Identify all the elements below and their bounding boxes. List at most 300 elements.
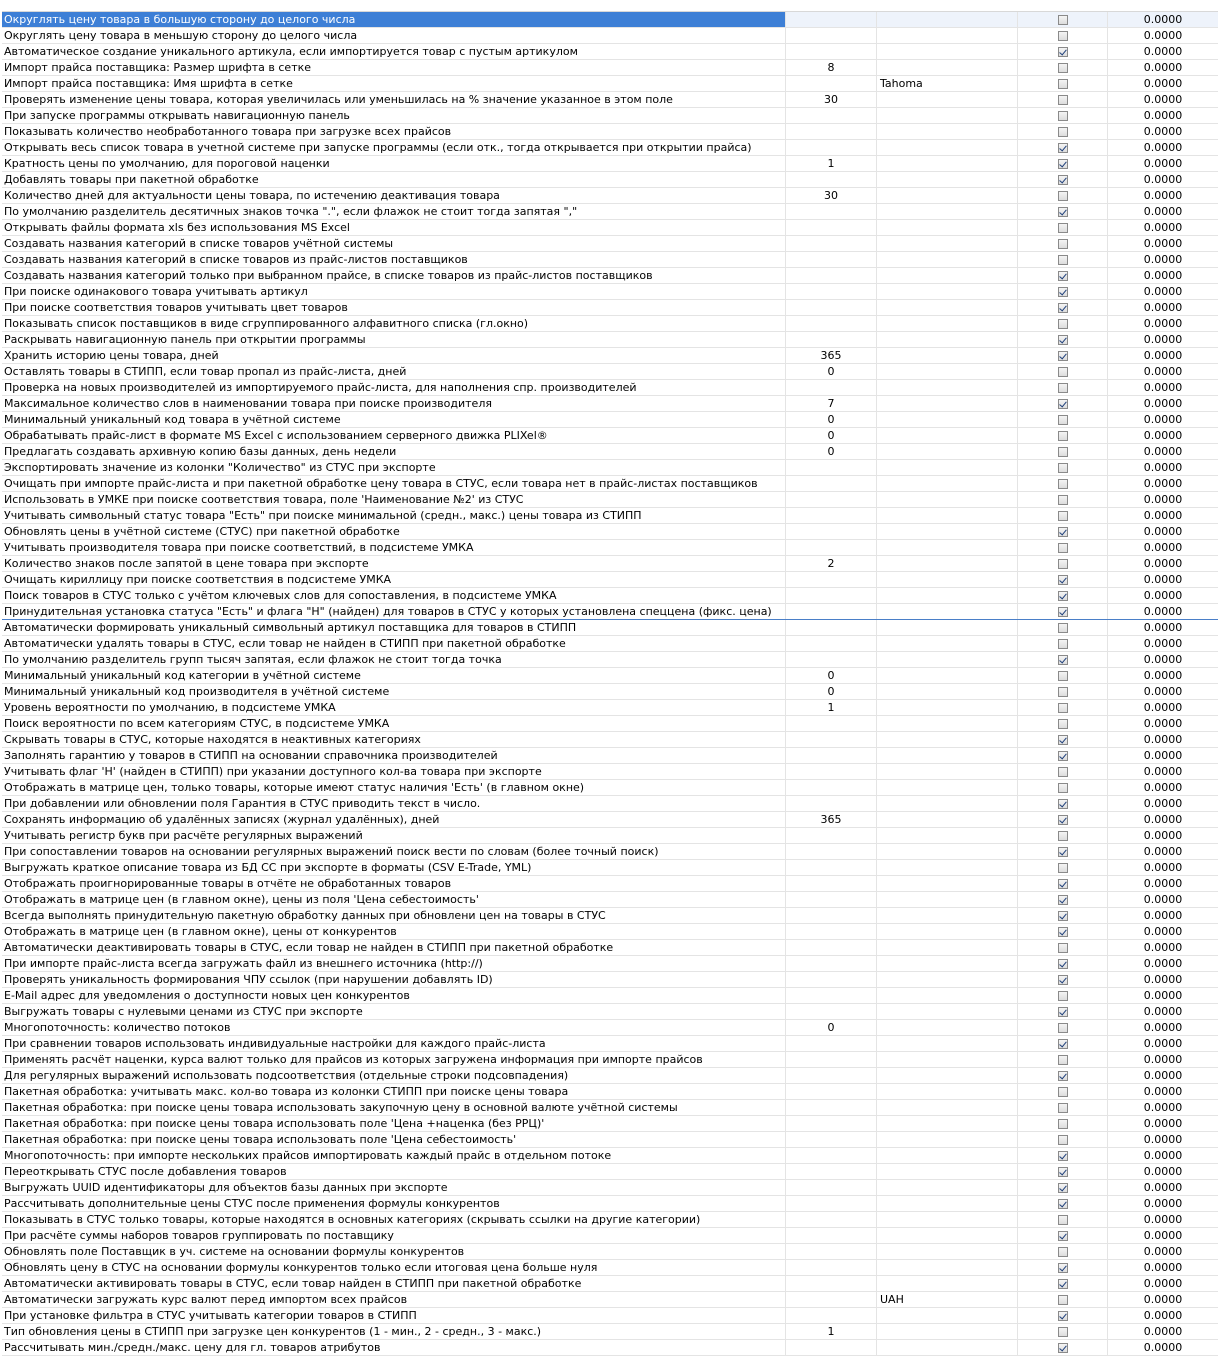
setting-name[interactable]: Отображать в матрице цен (в главном окне), цены от конкурентов [2,924,786,939]
settings-row[interactable] [2,652,1218,668]
setting-value[interactable] [786,844,877,859]
settings-row[interactable] [2,92,1218,108]
setting-checkbox[interactable] [1058,1311,1068,1321]
setting-value[interactable] [786,1100,877,1115]
setting-flag-cell[interactable] [1018,1052,1108,1067]
setting-text-value[interactable] [877,572,1018,587]
setting-checkbox[interactable] [1058,1119,1068,1129]
setting-flag-cell[interactable] [1018,44,1108,59]
setting-flag-cell[interactable] [1018,652,1108,667]
setting-name[interactable]: Показывать количество необработанного товара при загрузке всех прайсов [2,124,786,139]
setting-checkbox[interactable] [1058,607,1068,617]
setting-name[interactable]: Создавать названия категорий в списке товаров из прайс-листов поставщиков [2,252,786,267]
setting-text-value[interactable] [877,876,1018,891]
setting-value[interactable]: 30 [786,92,877,107]
settings-row[interactable] [2,1180,1218,1196]
settings-row[interactable] [2,988,1218,1004]
setting-text-value[interactable] [877,412,1018,427]
setting-name[interactable]: При добавлении или обновлении поля Гарантия в СТУС приводить текст в число. [2,796,786,811]
setting-value[interactable] [786,380,877,395]
setting-checkbox[interactable] [1058,463,1068,473]
setting-checkbox[interactable] [1058,207,1068,217]
setting-name[interactable]: Учитывать флаг 'Н' (найден в СТИПП) при указании доступного кол-ва товара при экспорте [2,764,786,779]
setting-flag-cell[interactable] [1018,556,1108,571]
setting-flag-cell[interactable] [1018,492,1108,507]
setting-number[interactable]: 0.0000 [1143,701,1183,714]
setting-text-value[interactable] [877,556,1018,571]
setting-name[interactable]: Учитывать производителя товара при поиске соответствий, в подсистеме УМКА [2,540,786,555]
setting-value[interactable] [786,780,877,795]
setting-checkbox[interactable] [1058,351,1068,361]
setting-number[interactable]: 0.0000 [1143,77,1183,90]
setting-value[interactable]: 0 [786,412,877,427]
setting-value[interactable] [786,1052,877,1067]
setting-text-value[interactable] [877,348,1018,363]
setting-name[interactable]: Экспортировать значение из колонки "Количество" из СТУС при экспорте [2,460,786,475]
setting-name[interactable]: Для регулярных выражений использовать подсоответствия (отдельные строки подсовпадения) [2,1068,786,1083]
setting-name[interactable]: Добавлять товары при пакетной обработке [2,172,786,187]
setting-number[interactable]: 0.0000 [1143,1277,1183,1290]
setting-checkbox[interactable] [1058,847,1068,857]
setting-text-value[interactable] [877,1324,1018,1339]
setting-checkbox[interactable] [1058,911,1068,921]
settings-row[interactable] [2,764,1218,780]
setting-checkbox[interactable] [1058,143,1068,153]
setting-value[interactable] [786,620,877,635]
setting-checkbox[interactable] [1058,655,1068,665]
settings-row[interactable] [2,1340,1218,1356]
settings-row[interactable] [2,492,1218,508]
setting-text-value[interactable] [877,700,1018,715]
setting-flag-cell[interactable] [1018,284,1108,299]
setting-name[interactable]: Создавать названия категорий только при выбранном прайсе, в списке товаров из прайс-листов поставщиков [2,268,786,283]
setting-value[interactable] [786,924,877,939]
setting-number[interactable]: 0.0000 [1143,189,1183,202]
settings-row[interactable] [2,1148,1218,1164]
setting-name[interactable]: Обрабатывать прайс-лист в формате MS Excel с использованием серверного движка PLIXel® [2,428,786,443]
setting-name[interactable]: Открывать файлы формата xls без использования MS Excel [2,220,786,235]
settings-row[interactable] [2,124,1218,140]
setting-value[interactable]: 0 [786,444,877,459]
setting-flag-cell[interactable] [1018,940,1108,955]
setting-text-value[interactable] [877,540,1018,555]
setting-checkbox[interactable] [1058,671,1068,681]
setting-number[interactable]: 0.0000 [1143,1245,1183,1258]
setting-value[interactable]: 0 [786,684,877,699]
setting-flag-cell[interactable] [1018,716,1108,731]
setting-flag-cell[interactable] [1018,1292,1108,1307]
setting-flag-cell[interactable] [1018,156,1108,171]
setting-number[interactable]: 0.0000 [1143,253,1183,266]
setting-text-value[interactable] [877,1212,1018,1227]
setting-flag-cell[interactable] [1018,1260,1108,1275]
setting-text-value[interactable] [877,476,1018,491]
settings-row[interactable] [2,12,1218,28]
setting-text-value[interactable] [877,92,1018,107]
setting-flag-cell[interactable] [1018,1324,1108,1339]
setting-value[interactable] [786,716,877,731]
setting-text-value[interactable] [877,1084,1018,1099]
setting-flag-cell[interactable] [1018,1196,1108,1211]
setting-text-value[interactable] [877,588,1018,603]
setting-number[interactable]: 0.0000 [1143,221,1183,234]
setting-name[interactable]: По умолчанию разделитель десятичных знаков точка ".", если флажок не стоит тогда запятая "," [2,204,786,219]
setting-number[interactable]: 0.0000 [1143,509,1183,522]
setting-number[interactable]: 0.0000 [1143,317,1183,330]
setting-value[interactable]: 0 [786,364,877,379]
setting-checkbox[interactable] [1058,415,1068,425]
settings-row[interactable] [2,1292,1218,1308]
setting-flag-cell[interactable] [1018,1308,1108,1323]
setting-name[interactable]: Поиск вероятности по всем категориям СТУС, в подсистеме УМКА [2,716,786,731]
settings-row[interactable] [2,332,1218,348]
setting-checkbox[interactable] [1058,31,1068,41]
settings-row[interactable] [2,188,1218,204]
setting-name[interactable]: Автоматическое создание уникального артикула, если импортируется товар с пустым артикулом [2,44,786,59]
setting-value[interactable]: 365 [786,348,877,363]
setting-checkbox[interactable] [1058,95,1068,105]
setting-value[interactable] [786,1132,877,1147]
setting-flag-cell[interactable] [1018,396,1108,411]
setting-checkbox[interactable] [1058,591,1068,601]
setting-flag-cell[interactable] [1018,444,1108,459]
setting-value[interactable] [786,828,877,843]
setting-number[interactable]: 0.0000 [1143,1037,1183,1050]
setting-value[interactable] [786,652,877,667]
setting-number[interactable]: 0.0000 [1143,957,1183,970]
setting-value[interactable] [786,76,877,91]
setting-text-value[interactable] [877,844,1018,859]
setting-value[interactable] [786,1260,877,1275]
setting-name[interactable]: Округлять цену товара в меньшую сторону до целого числа [2,28,786,43]
settings-row[interactable] [2,204,1218,220]
setting-name[interactable]: Автоматически удалять товары в СТУС, если товар не найден в СТИПП при пакетной обработке [2,636,786,651]
setting-name[interactable]: Импорт прайса поставщика: Имя шрифта в сетке [2,76,786,91]
setting-name[interactable]: Поиск товаров в СТУС только с учётом ключевых слов для сопоставления, в подсистеме УМКА [2,588,786,603]
setting-text-value[interactable]: Tahoma [877,76,1018,91]
setting-value[interactable] [786,764,877,779]
setting-text-value[interactable] [877,1036,1018,1051]
setting-text-value[interactable] [877,732,1018,747]
settings-row[interactable] [2,956,1218,972]
setting-checkbox[interactable] [1058,1071,1068,1081]
setting-name[interactable]: Многопоточность: количество потоков [2,1020,786,1035]
setting-flag-cell[interactable] [1018,1116,1108,1131]
setting-number[interactable]: 0.0000 [1143,477,1183,490]
setting-checkbox[interactable] [1058,175,1068,185]
setting-checkbox[interactable] [1058,863,1068,873]
setting-number[interactable]: 0.0000 [1143,941,1183,954]
setting-checkbox[interactable] [1058,943,1068,953]
setting-number[interactable]: 0.0000 [1143,413,1183,426]
setting-number[interactable]: 0.0000 [1143,45,1183,58]
setting-value[interactable]: 1 [786,1324,877,1339]
setting-flag-cell[interactable] [1018,428,1108,443]
setting-value[interactable] [786,1004,877,1019]
setting-name[interactable]: При сопоставлении товаров на основании регулярных выражений поиск вести по словам (более точный поиск) [2,844,786,859]
setting-number[interactable]: 0.0000 [1143,797,1183,810]
setting-value[interactable] [786,588,877,603]
setting-checkbox[interactable] [1058,15,1068,25]
settings-row[interactable] [2,908,1218,924]
setting-name[interactable]: Автоматически деактивировать товары в СТУС, если товар не найден в СТИПП при пакетной обработке [2,940,786,955]
setting-name[interactable]: Проверка на новых производителей из импортируемого прайс-листа, для наполнения спр. производителей [2,380,786,395]
setting-value[interactable] [786,1068,877,1083]
setting-name[interactable]: Переоткрывать СТУС после добавления товаров [2,1164,786,1179]
setting-number[interactable]: 0.0000 [1143,61,1183,74]
setting-value[interactable] [786,1196,877,1211]
setting-value[interactable]: 1 [786,156,877,171]
setting-checkbox[interactable] [1058,47,1068,57]
setting-value[interactable] [786,892,877,907]
setting-flag-cell[interactable] [1018,236,1108,251]
settings-row[interactable] [2,508,1218,524]
setting-checkbox[interactable] [1058,879,1068,889]
setting-number[interactable]: 0.0000 [1143,845,1183,858]
settings-row[interactable] [2,572,1218,588]
setting-checkbox[interactable] [1058,1055,1068,1065]
setting-flag-cell[interactable] [1018,796,1108,811]
settings-row[interactable] [2,428,1218,444]
setting-checkbox[interactable] [1058,479,1068,489]
setting-flag-cell[interactable] [1018,316,1108,331]
setting-flag-cell[interactable] [1018,524,1108,539]
setting-value[interactable] [786,732,877,747]
setting-checkbox[interactable] [1058,543,1068,553]
setting-number[interactable]: 0.0000 [1143,1293,1183,1306]
setting-flag-cell[interactable] [1018,140,1108,155]
setting-number[interactable]: 0.0000 [1143,333,1183,346]
setting-value[interactable] [786,476,877,491]
setting-number[interactable]: 0.0000 [1143,1133,1183,1146]
setting-number[interactable]: 0.0000 [1143,205,1183,218]
setting-checkbox[interactable] [1058,127,1068,137]
settings-row[interactable] [2,60,1218,76]
setting-text-value[interactable] [877,940,1018,955]
setting-number[interactable]: 0.0000 [1143,765,1183,778]
setting-checkbox[interactable] [1058,1023,1068,1033]
setting-number[interactable]: 0.0000 [1143,893,1183,906]
setting-name[interactable]: При установке фильтра в СТУС учитывать категории товаров в СТИПП [2,1308,786,1323]
settings-row[interactable] [2,1308,1218,1324]
setting-flag-cell[interactable] [1018,684,1108,699]
setting-name[interactable]: Очищать кириллицу при поиске соответствия в подсистеме УМКА [2,572,786,587]
setting-checkbox[interactable] [1058,111,1068,121]
settings-row[interactable] [2,588,1218,604]
setting-number[interactable]: 0.0000 [1143,557,1183,570]
setting-checkbox[interactable] [1058,815,1068,825]
setting-value[interactable] [786,988,877,1003]
setting-value[interactable] [786,172,877,187]
setting-value[interactable]: 7 [786,396,877,411]
setting-value[interactable] [786,1212,877,1227]
setting-value[interactable] [786,140,877,155]
settings-row[interactable] [2,1132,1218,1148]
setting-text-value[interactable] [877,828,1018,843]
setting-text-value[interactable] [877,1116,1018,1131]
setting-checkbox[interactable] [1058,895,1068,905]
settings-row[interactable] [2,252,1218,268]
setting-flag-cell[interactable] [1018,188,1108,203]
setting-name[interactable]: Минимальный уникальный код категории в учётной системе [2,668,786,683]
setting-number[interactable]: 0.0000 [1143,173,1183,186]
setting-value[interactable] [786,12,877,27]
setting-checkbox[interactable] [1058,1215,1068,1225]
settings-row[interactable] [2,236,1218,252]
setting-checkbox[interactable] [1058,447,1068,457]
setting-text-value[interactable] [877,444,1018,459]
settings-row[interactable] [2,412,1218,428]
setting-text-value[interactable] [877,156,1018,171]
setting-flag-cell[interactable] [1018,748,1108,763]
setting-value[interactable] [786,1292,877,1307]
setting-flag-cell[interactable] [1018,1148,1108,1163]
setting-number[interactable]: 0.0000 [1143,237,1183,250]
setting-number[interactable]: 0.0000 [1143,749,1183,762]
setting-checkbox[interactable] [1058,575,1068,585]
setting-checkbox[interactable] [1058,1343,1068,1353]
setting-checkbox[interactable] [1058,1263,1068,1273]
setting-name[interactable]: При запуске программы открывать навигационную панель [2,108,786,123]
setting-flag-cell[interactable] [1018,828,1108,843]
setting-value[interactable] [786,1340,877,1355]
setting-flag-cell[interactable] [1018,668,1108,683]
setting-flag-cell[interactable] [1018,1036,1108,1051]
setting-name[interactable]: Оставлять товары в СТИПП, если товар пропал из прайс-листа, дней [2,364,786,379]
setting-checkbox[interactable] [1058,319,1068,329]
setting-name[interactable]: Пакетная обработка: при поиске цены товара использовать поле 'Цена себестоимость' [2,1132,786,1147]
setting-text-value[interactable] [877,1260,1018,1275]
setting-text-value[interactable] [877,300,1018,315]
settings-row[interactable] [2,1228,1218,1244]
setting-number[interactable]: 0.0000 [1143,381,1183,394]
setting-flag-cell[interactable] [1018,1228,1108,1243]
setting-text-value[interactable] [877,1004,1018,1019]
setting-value[interactable] [786,1036,877,1051]
setting-value[interactable] [786,796,877,811]
setting-name[interactable]: Учитывать символьный статус товара "Есть" при поиске минимальной (средн., макс.) цены товара из СТИПП [2,508,786,523]
setting-name[interactable]: Обновлять поле Поставщик в уч. системе на основании формулы конкурентов [2,1244,786,1259]
settings-row[interactable] [2,1084,1218,1100]
setting-value[interactable] [786,252,877,267]
settings-row[interactable] [2,444,1218,460]
setting-name[interactable]: Минимальный уникальный код производителя в учётной системе [2,684,786,699]
setting-checkbox[interactable] [1058,831,1068,841]
settings-row[interactable] [2,716,1218,732]
setting-text-value[interactable] [877,716,1018,731]
setting-checkbox[interactable] [1058,991,1068,1001]
setting-value[interactable] [786,1116,877,1131]
setting-number[interactable]: 0.0000 [1143,1101,1183,1114]
setting-flag-cell[interactable] [1018,172,1108,187]
setting-checkbox[interactable] [1058,383,1068,393]
setting-text-value[interactable] [877,508,1018,523]
settings-row[interactable] [2,684,1218,700]
setting-name[interactable]: Количество дней для актуальности цены товара, по истечению деактивация товара [2,188,786,203]
settings-row[interactable] [2,268,1218,284]
setting-text-value[interactable] [877,1308,1018,1323]
setting-flag-cell[interactable] [1018,956,1108,971]
setting-number[interactable]: 0.0000 [1143,1021,1183,1034]
setting-name[interactable]: Округлять цену товара в большую сторону до целого числа [2,12,786,27]
settings-row[interactable] [2,1052,1218,1068]
settings-row[interactable] [2,1196,1218,1212]
setting-name[interactable]: Уровень вероятности по умолчанию, в подсистеме УМКА [2,700,786,715]
settings-row[interactable] [2,44,1218,60]
setting-value[interactable] [786,332,877,347]
settings-row[interactable] [2,604,1218,620]
setting-name[interactable]: Рассчитывать мин./средн./макс. цену для гл. товаров атрибутов [2,1340,786,1355]
setting-number[interactable]: 0.0000 [1143,285,1183,298]
setting-number[interactable]: 0.0000 [1143,717,1183,730]
setting-checkbox[interactable] [1058,751,1068,761]
setting-flag-cell[interactable] [1018,572,1108,587]
setting-text-value[interactable] [877,220,1018,235]
setting-flag-cell[interactable] [1018,380,1108,395]
setting-text-value[interactable] [877,1068,1018,1083]
setting-checkbox[interactable] [1058,1135,1068,1145]
setting-text-value[interactable] [877,252,1018,267]
setting-number[interactable]: 0.0000 [1143,493,1183,506]
setting-text-value[interactable] [877,172,1018,187]
setting-flag-cell[interactable] [1018,1212,1108,1227]
setting-name[interactable]: Пакетная обработка: при поиске цены товара использовать закупочную цену в основной валюте учётной системы [2,1100,786,1115]
setting-flag-cell[interactable] [1018,764,1108,779]
setting-number[interactable]: 0.0000 [1143,909,1183,922]
setting-text-value[interactable] [877,332,1018,347]
setting-number[interactable]: 0.0000 [1143,621,1183,634]
setting-name[interactable]: При сравнении товаров использовать индивидуальные настройки для каждого прайс-листа [2,1036,786,1051]
setting-flag-cell[interactable] [1018,332,1108,347]
setting-value[interactable] [786,1244,877,1259]
setting-number[interactable]: 0.0000 [1143,605,1183,618]
setting-value[interactable] [786,524,877,539]
setting-value[interactable] [786,1276,877,1291]
settings-row[interactable] [2,1260,1218,1276]
setting-value[interactable] [786,572,877,587]
setting-number[interactable]: 0.0000 [1143,669,1183,682]
settings-row[interactable] [2,140,1218,156]
setting-checkbox[interactable] [1058,223,1068,233]
settings-row[interactable] [2,1212,1218,1228]
settings-row[interactable] [2,668,1218,684]
setting-number[interactable]: 0.0000 [1143,573,1183,586]
setting-number[interactable]: 0.0000 [1143,1149,1183,1162]
setting-name[interactable]: Выгружать товары с нулевыми ценами из СТУС при экспорте [2,1004,786,1019]
setting-value[interactable] [786,508,877,523]
setting-flag-cell[interactable] [1018,268,1108,283]
setting-value[interactable] [786,860,877,875]
setting-text-value[interactable] [877,764,1018,779]
setting-text-value[interactable] [877,1052,1018,1067]
setting-flag-cell[interactable] [1018,364,1108,379]
setting-flag-cell[interactable] [1018,108,1108,123]
setting-name[interactable]: Хранить историю цены товара, дней [2,348,786,363]
setting-number[interactable]: 0.0000 [1143,637,1183,650]
setting-number[interactable]: 0.0000 [1143,973,1183,986]
setting-text-value[interactable] [877,780,1018,795]
setting-number[interactable]: 0.0000 [1143,589,1183,602]
setting-number[interactable]: 0.0000 [1143,269,1183,282]
setting-number[interactable]: 0.0000 [1143,1325,1183,1338]
setting-value[interactable]: 2 [786,556,877,571]
setting-value[interactable] [786,540,877,555]
setting-number[interactable]: 0.0000 [1143,829,1183,842]
settings-row[interactable] [2,780,1218,796]
settings-row[interactable] [2,556,1218,572]
setting-text-value[interactable] [877,1244,1018,1259]
setting-text-value[interactable] [877,1100,1018,1115]
